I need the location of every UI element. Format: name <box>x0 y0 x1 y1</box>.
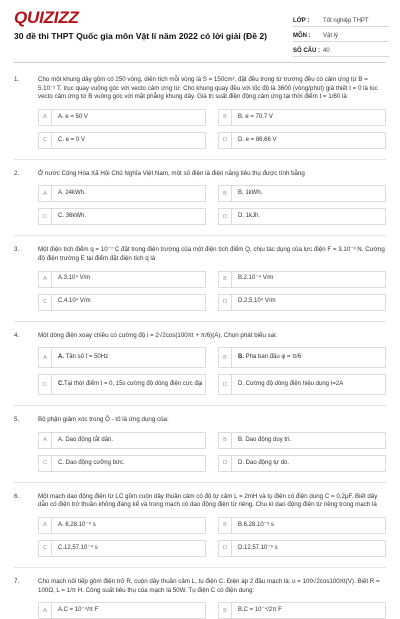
option-letter: B <box>219 433 232 448</box>
option-text: C. e = 0 V <box>58 136 85 143</box>
option-text: B. Dao động duy trì. <box>238 436 292 443</box>
question-number: 4. <box>14 331 20 339</box>
meta-row-subject <box>293 27 389 42</box>
answer-option-a[interactable] <box>38 432 206 449</box>
question-text: Bộ phận giảm xóc trong Ô - tô là ứng dụng của: <box>38 416 169 424</box>
answer-option-d[interactable] <box>218 132 386 149</box>
question-item <box>14 493 386 557</box>
question-divider <box>14 235 386 236</box>
option-letter: A <box>39 518 52 533</box>
answer-options <box>38 271 386 311</box>
answer-option-d[interactable] <box>218 374 386 395</box>
question-item <box>14 246 386 310</box>
meta-row-class <box>293 12 389 27</box>
quizizz-logo: QUIZIZZ <box>14 8 79 27</box>
page-header <box>0 0 400 64</box>
option-letter: B <box>219 603 232 618</box>
answer-option-b[interactable] <box>218 517 386 534</box>
meta-table <box>293 12 389 57</box>
option-text: D.12,57.10⁻⁵ s <box>238 544 278 551</box>
option-letter: B <box>219 110 232 125</box>
option-letter: C <box>39 133 52 148</box>
meta-value: Vật lý <box>323 33 339 39</box>
header-divider <box>14 62 386 63</box>
meta-row-count <box>293 42 389 57</box>
option-letter: C <box>39 295 52 310</box>
answer-options <box>38 109 386 149</box>
question-item <box>14 76 386 149</box>
answer-option-b[interactable] <box>218 347 386 368</box>
answer-option-d[interactable] <box>218 294 386 311</box>
question-text: Một mạch dao động điện từ LC gồm cuộn dây thuần cảm có độ tự cảm L = 2mH và tụ điện có điện dung C = 0,2μF. Biết dây dẫn có điện trở thuần không đáng kể và trong mạch có dao động điện từ riêng. Chu kì dao động điện từ riêng trong mạch là <box>38 492 378 509</box>
question-number: 7. <box>14 577 20 585</box>
option-text: D. e = 86,66 V <box>238 136 277 143</box>
option-letter: D <box>219 295 232 310</box>
document-title: 30 đề thi THPT Quốc gia môn Vật lí năm 2022 có lời giải (Đề 2) <box>14 31 267 41</box>
answer-options <box>38 602 386 619</box>
option-text: A. e = 50 V <box>58 113 88 120</box>
answer-option-a[interactable] <box>38 185 206 202</box>
option-letter: B <box>219 186 232 201</box>
question-number: 5. <box>14 416 20 424</box>
option-letter: D <box>219 456 232 471</box>
option-text: B. Pha ban đầu φ = π/6 <box>238 353 302 360</box>
answer-option-a[interactable] <box>38 517 206 534</box>
answer-options <box>38 185 386 225</box>
option-text: C.4.10⁴ V/m <box>58 298 91 305</box>
answer-option-b[interactable] <box>218 432 386 449</box>
question-list <box>14 76 386 619</box>
option-letter: D <box>219 209 232 224</box>
option-text: B.C = 10⁻⁴/2π F <box>238 606 282 613</box>
answer-option-b[interactable] <box>218 109 386 126</box>
answer-option-b[interactable] <box>218 185 386 202</box>
option-text: C.Tại thời điểm t = 0, 15s cường độ dòng điện cực đại <box>58 380 203 387</box>
option-letter: C <box>39 456 52 471</box>
answer-option-c[interactable] <box>38 132 206 149</box>
option-letter: A <box>39 433 52 448</box>
question-number: 1. <box>14 76 20 83</box>
option-text: A. 6,28.10⁻⁴ s <box>58 521 96 528</box>
option-text: B. e = 70,7 V <box>238 113 273 120</box>
answer-option-c[interactable] <box>38 455 206 472</box>
option-letter: B <box>219 348 232 367</box>
option-letter: A <box>39 186 52 201</box>
answer-option-c[interactable] <box>38 294 206 311</box>
question-text: Một điện tích điểm q = 10⁻⁷ C đặt trong điện trường của một điện tích điểm Q, chịu tác dụng của lực điện F = 3.10⁻³ N. Cường độ điện trường E tại điểm đặt điện tích q là <box>38 246 385 262</box>
question-number: 3. <box>14 246 20 254</box>
question-divider <box>14 159 386 160</box>
option-text: D.2,5.10⁴ V/m <box>238 298 276 305</box>
answer-option-a[interactable] <box>38 347 206 368</box>
meta-value: Tốt nghiệp THPT <box>323 18 369 24</box>
option-text: A.C = 10⁻⁴/π F <box>58 606 99 613</box>
question-text: Một dòng điện xoay chiều có cường độ i = 2√2cos(100πt + π/6)(A). Chọn phát biểu sai: <box>38 331 278 339</box>
option-text: A.3.10⁴ V/m <box>58 275 91 282</box>
option-text: D. Dao động tự do. <box>238 459 290 466</box>
option-letter: C <box>39 541 52 556</box>
answer-options <box>38 517 386 557</box>
option-text: D. Cường độ dòng điện hiệu dụng I=2A <box>238 380 344 387</box>
answer-option-a[interactable] <box>38 109 206 126</box>
question-item <box>14 578 386 619</box>
option-letter: C <box>39 375 52 394</box>
option-letter: B <box>219 518 232 533</box>
answer-option-d[interactable] <box>218 208 386 225</box>
option-letter: A <box>39 272 52 287</box>
meta-label: LỚP : <box>293 18 310 24</box>
answer-option-c[interactable] <box>38 208 206 225</box>
meta-value: 40 <box>323 48 330 54</box>
option-letter: B <box>219 272 232 287</box>
question-divider <box>14 405 386 406</box>
question-item <box>14 416 386 472</box>
question-text: Cho một khung dây gồm có 250 vòng, diện tích mỗi vòng là S = 150cm², đặt đều trong từ trường đều có cảm ứng từ B = 5.10⁻² T. trục quay vuông góc với vecto cảm ứng từ. Cho khung quay đều với tốc độ là 3600 (vòng/phút) giả thiết t = 0 là lúc vecto cảm ứng từ B vuông góc với mặt phẳng khung dây. Giá trị suất điện động cảm ứng tại thời điểm t = 1/60 là <box>38 76 378 101</box>
question-text: Cho mạch nối tiếp gồm điện trở R, cuộn dây thuần cảm L, tụ điện C. Điện áp 2 đầu mạch là: u = 100√2cos100πt(V). Biết R = 100Ω, L = 1/π H. Công suất tiêu thụ của mạch là 50W. Tụ điện C có điện dung: <box>38 577 380 594</box>
option-text: A. Tần số f = 50Hz <box>58 353 109 360</box>
option-text: A. 24kWh. <box>58 190 86 197</box>
answer-option-c[interactable] <box>38 540 206 557</box>
question-divider <box>14 567 386 568</box>
question-text: Ở nước Cộng Hòa Xã Hội Chủ Nghĩa Việt Nam, một số điện là điện năng tiêu thụ được tính bằng <box>38 169 305 177</box>
question-number: 6. <box>14 492 20 500</box>
question-item <box>14 170 386 226</box>
option-letter: C <box>39 209 52 224</box>
option-letter: A <box>39 348 52 367</box>
option-letter: D <box>219 541 232 556</box>
answer-options <box>38 347 386 395</box>
option-text: B. 1kWh. <box>238 190 263 197</box>
option-text: C.12,57.10⁻⁴ s <box>58 544 98 551</box>
option-letter: A <box>39 603 52 618</box>
answer-option-d[interactable] <box>218 455 386 472</box>
option-text: B.2.10⁻⁴ V/m <box>238 275 274 282</box>
question-divider <box>14 321 386 322</box>
answer-options <box>38 432 386 472</box>
question-number: 2. <box>14 169 20 177</box>
option-letter: D <box>219 133 232 148</box>
meta-label: MÔN : <box>293 33 311 39</box>
meta-label: SỐ CÂU : <box>293 48 320 54</box>
option-letter: D <box>219 375 232 394</box>
option-text: C. Dao động cưỡng bức. <box>58 459 125 466</box>
answer-option-b[interactable] <box>218 271 386 288</box>
question-item <box>14 332 386 396</box>
option-letter: A <box>39 110 52 125</box>
answer-option-d[interactable] <box>218 540 386 557</box>
option-text: A. Dao động tắt dần. <box>58 436 114 443</box>
answer-option-c[interactable] <box>38 374 206 395</box>
option-text: B.6,28.10⁻⁵ s <box>238 521 275 528</box>
option-text: C. 36kWh. <box>58 213 87 220</box>
answer-option-a[interactable] <box>38 271 206 288</box>
answer-option-a[interactable] <box>38 602 206 619</box>
option-text: D. 1kJh. <box>238 213 261 220</box>
answer-option-b[interactable] <box>218 602 386 619</box>
question-divider <box>14 482 386 483</box>
